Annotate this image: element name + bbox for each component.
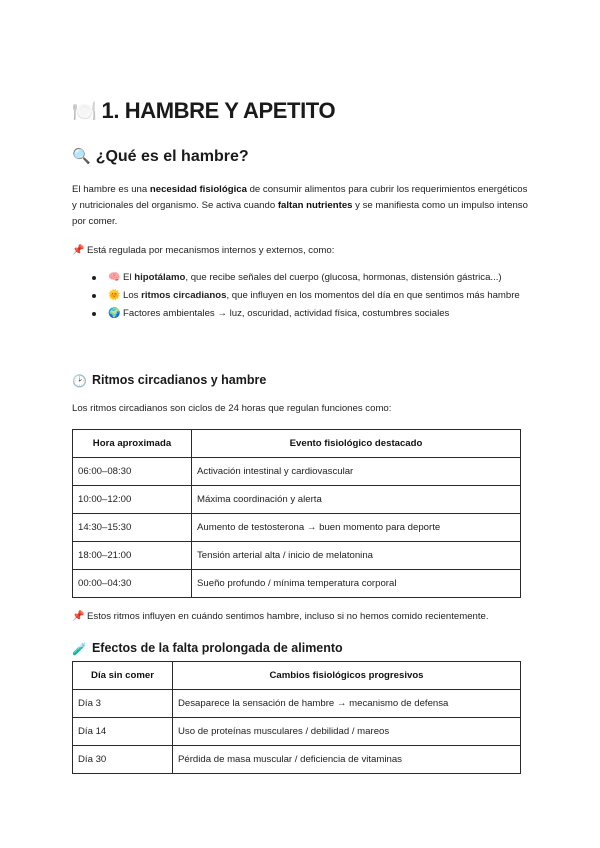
table-row <box>73 514 521 542</box>
table-row <box>73 542 521 570</box>
table-cell: Día 3 <box>73 690 173 718</box>
section-heading-fasting <box>72 639 343 658</box>
table-cell: Sueño profundo / mínima temperatura corporal <box>192 570 521 598</box>
list-item-bold: ritmos circadianos <box>141 290 227 301</box>
table-cell: Aumento de testosterona → buen momento para deporte <box>192 514 521 542</box>
globe-icon: 🌍 <box>108 308 121 319</box>
magnifier-icon: 🔍 <box>72 148 91 165</box>
fasting-table <box>72 661 521 774</box>
table-cell: Máxima coordinación y alerta <box>192 486 521 514</box>
section-heading-circadian <box>72 371 266 390</box>
circadian-note <box>72 609 532 625</box>
list-item <box>72 306 532 322</box>
section-heading-circadian-text: Ritmos circadianos y hambre <box>91 373 267 387</box>
hunger-definition-bold1: necesidad fisiológica <box>149 184 247 195</box>
hunger-definition-bold2: faltan nutrientes <box>277 200 353 211</box>
table-row <box>73 690 521 718</box>
hunger-definition-part1: El hambre es una <box>72 184 150 195</box>
list-item-pre: Los <box>123 290 142 301</box>
list-item <box>72 288 532 304</box>
table-row <box>73 486 521 514</box>
table-header-row <box>73 430 521 458</box>
table-header-cell: Día sin comer <box>73 662 173 690</box>
section-heading-fasting-text: Efectos de la falta prolongada de alimento <box>91 641 343 655</box>
hunger-definition-part2: de consumir alimentos para cubrir los requerimientos energéticos y nutricionales del organismo. Se activa cuando <box>72 184 528 211</box>
table-cell: 18:00–21:00 <box>73 542 192 570</box>
table-cell: Día 30 <box>73 746 173 774</box>
table-cell: 10:00–12:00 <box>73 486 192 514</box>
section-heading-hunger-text: ¿Qué es el hambre? <box>95 148 249 166</box>
table-cell: Activación intestinal y cardiovascular <box>192 458 521 486</box>
list-item-bold: hipotálamo <box>134 272 186 283</box>
pin-icon: 📌 <box>72 245 85 256</box>
hunger-definition <box>72 182 532 230</box>
table-row <box>73 570 521 598</box>
table-cell: Pérdida de masa muscular / deficiencia de vitaminas <box>173 746 521 774</box>
list-item-post: , que recibe señales del cuerpo (glucosa, hormonas, distensión gástrica...) <box>185 272 502 283</box>
circadian-intro: Los ritmos circadianos son ciclos de 24 horas que regulan funciones como: <box>72 403 392 414</box>
table-cell: Uso de proteínas musculares / debilidad / mareos <box>173 718 521 746</box>
page-title <box>72 96 335 127</box>
list-item-post: , que influyen en los momentos del día en que sentimos más hambre <box>226 290 520 301</box>
table-cell: 14:30–15:30 <box>73 514 192 542</box>
table-header-cell: Evento fisiológico destacado <box>192 430 521 458</box>
table-cell: Tensión arterial alta / inicio de melatonina <box>192 542 521 570</box>
regulation-list <box>72 270 532 324</box>
table-header-cell: Hora aproximada <box>73 430 192 458</box>
clock-icon: 🕑 <box>72 373 87 388</box>
regulation-note-text: Está regulada por mecanismos internos y externos, como: <box>87 245 335 256</box>
circadian-note-text: Estos ritmos influyen en cuándo sentimos hambre, incluso si no hemos comido recientemente. <box>87 611 489 622</box>
pin-icon: 📌 <box>72 611 85 622</box>
plate-icon: 🍽️ <box>72 101 97 124</box>
table-cell: Desaparece la sensación de hambre → mecanismo de defensa <box>173 690 521 718</box>
list-item-post: Factores ambientales → luz, oscuridad, actividad física, costumbres sociales <box>123 308 450 319</box>
brain-icon: 🧠 <box>108 272 121 283</box>
table-cell: 00:00–04:30 <box>73 570 192 598</box>
list-item-pre: El <box>123 272 135 283</box>
section-heading-hunger <box>72 146 249 168</box>
table-row <box>73 458 521 486</box>
page-title-text: 1. HAMBRE Y APETITO <box>101 98 336 123</box>
sun-icon: 🌞 <box>108 290 121 301</box>
hunger-definition-part3: y se manifiesta como un impulso intenso por comer. <box>72 200 528 227</box>
list-item <box>72 270 532 286</box>
table-row <box>73 718 521 746</box>
circadian-table <box>72 429 521 598</box>
regulation-note <box>72 243 532 259</box>
table-header-cell: Cambios fisiológicos progresivos <box>173 662 521 690</box>
test-tube-icon: 🧪 <box>72 641 87 656</box>
table-row <box>73 746 521 774</box>
table-header-row <box>73 662 521 690</box>
table-cell: 06:00–08:30 <box>73 458 192 486</box>
table-cell: Día 14 <box>73 718 173 746</box>
